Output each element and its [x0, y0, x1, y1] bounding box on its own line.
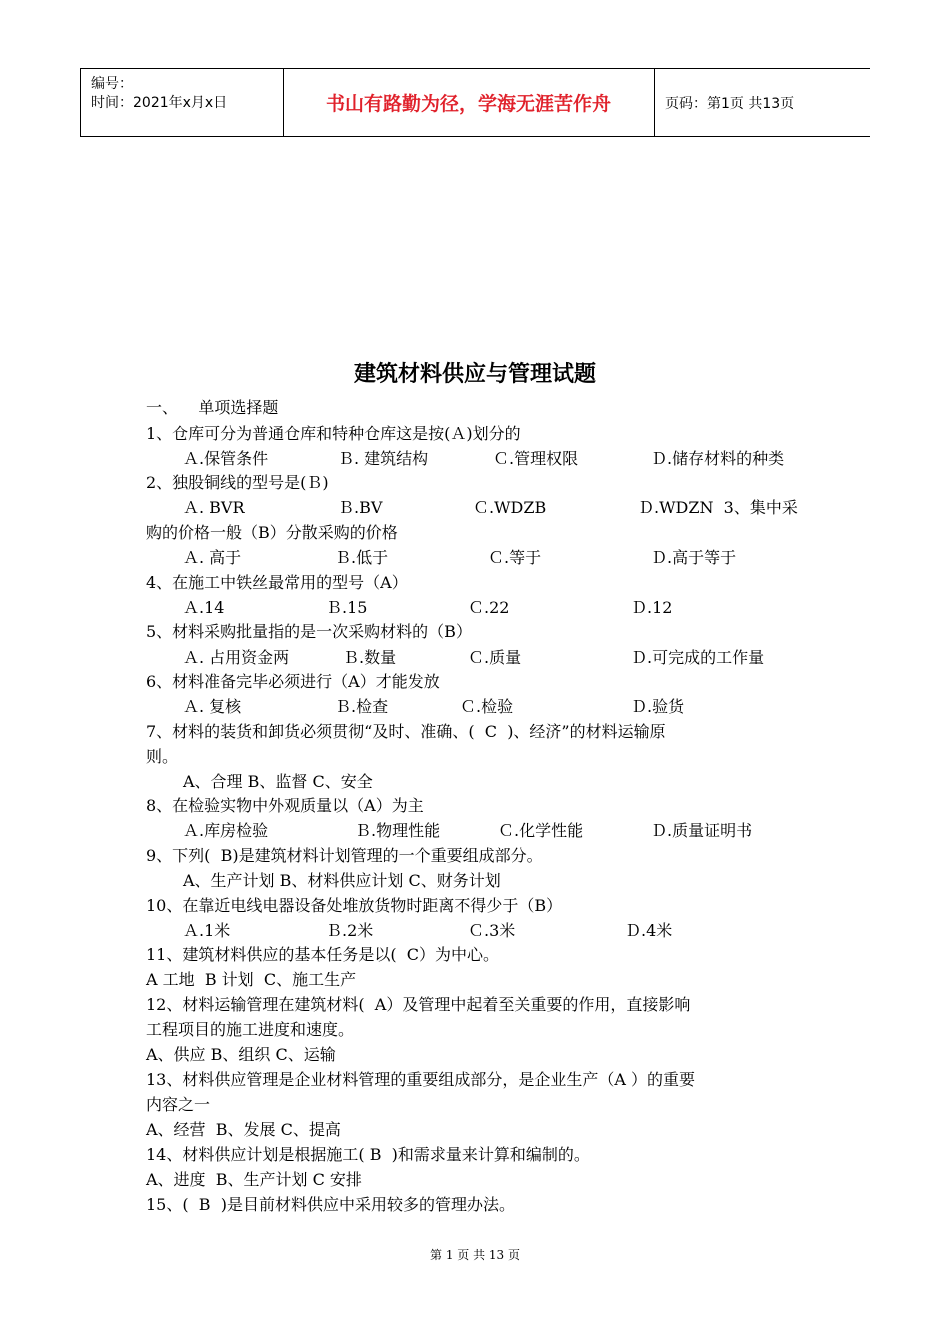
header-meta-cell: [80, 69, 284, 136]
question-13-cont: 内容之一: [146, 1095, 211, 1114]
question-9: 9、下列( B)是建筑材料计划管理的一个重要组成部分。: [146, 846, 543, 865]
question-11-options: A 工地 B 计划 C、施工生产: [146, 970, 357, 989]
question-8: 8、在检验实物中外观质量以（A）为主: [146, 796, 424, 815]
option-c: Ｃ.检验: [460, 697, 514, 716]
option-d: Ｄ.12: [631, 598, 673, 617]
question-12-cont: 工程项目的施工进度和速度。: [146, 1020, 355, 1039]
question-6: 6、材料准备完毕必须进行（A）才能发放: [146, 672, 440, 691]
question-13: 13、材料供应管理是企业材料管理的重要组成部分，是企业生产（A ）的重要: [146, 1070, 696, 1089]
option-d: Ｄ.高于等于: [651, 548, 737, 567]
question-14-options: A、进度 B、生产计划 C 安排: [146, 1170, 362, 1189]
question-7-cont: 则。: [146, 747, 179, 766]
motto: 书山有路勤为径，学海无涯苦作舟: [283, 69, 655, 136]
section-heading: 一、 单项选择题: [146, 398, 279, 417]
option-c: Ｃ.3米: [468, 921, 516, 940]
question-11: 11、建筑材料供应的基本任务是以( C）为中心。: [146, 945, 500, 964]
question-15: 15、( B )是目前材料供应中采用较多的管理办法。: [146, 1195, 515, 1214]
option-b: Ｂ.15: [326, 598, 368, 617]
option-b: Ｂ.物理性能: [355, 821, 441, 840]
question-14: 14、材料供应计划是根据施工( B )和需求量来计算和编制的。: [146, 1145, 590, 1164]
option-d: Ｄ.质量证明书: [651, 821, 753, 840]
question-3: 购的价格一般（B）分散采购的价格: [146, 523, 398, 542]
page-footer: 第 1 页 共 13 页: [430, 1248, 520, 1262]
option-a: Ａ.保管条件: [183, 449, 269, 468]
question-10: 10、在靠近电线电器设备处堆放货物时距离不得少于（B）: [146, 896, 563, 915]
option-a: Ａ. 复核: [183, 697, 242, 716]
option-a: Ａ. 高于: [183, 548, 242, 567]
option-a: Ａ. 占用资金两: [183, 648, 290, 667]
page-header: [80, 68, 870, 137]
option-c: Ｃ.WDZB: [473, 498, 547, 517]
option-c: Ｃ.等于: [488, 548, 542, 567]
question-7: 7、材料的装货和卸货必须贯彻“及时、准确、( C )、经济”的材料运输原: [146, 722, 666, 741]
question-12-options: A、供应 B、组织 C、运输: [146, 1045, 336, 1064]
option-c: Ｃ.质量: [468, 648, 522, 667]
question-12: 12、材料运输管理在建筑材料( A）及管理中起着至关重要的作用，直接影响: [146, 995, 691, 1014]
option-d: Ｄ.可完成的工作量: [631, 648, 765, 667]
time-label: 时间：2021年x月x日: [91, 95, 228, 111]
option-b: Ｂ. 建筑结构: [338, 449, 429, 468]
option-a: Ａ.14: [183, 598, 225, 617]
question-1: 1、仓库可分为普通仓库和特种仓库这是按(Ａ)划分的: [146, 424, 521, 443]
question-4: 4、在施工中铁丝最常用的型号（A）: [146, 573, 408, 592]
question-7-options: A、合理 B、监督 C、安全: [183, 772, 373, 791]
option-b: Ｂ.数量: [343, 648, 397, 667]
option-d: Ｄ.4米: [625, 921, 673, 940]
option-c: Ｃ.化学性能: [498, 821, 584, 840]
question-5: 5、材料采购批量指的是一次采购材料的（B）: [146, 622, 472, 641]
question-9-options: A、生产计划 B、材料供应计划 C、财务计划: [183, 871, 501, 890]
option-c: Ｃ.管理权限: [493, 449, 579, 468]
option-d: Ｄ.WDZN 3、集中采: [638, 498, 798, 517]
option-b: Ｂ.低于: [335, 548, 389, 567]
document-title: 建筑材料供应与管理试题: [353, 362, 596, 387]
option-d: Ｄ.储存材料的种类: [651, 449, 785, 468]
option-b: Ｂ.BV: [338, 498, 383, 517]
number-label: 编号：: [91, 76, 133, 92]
question-2: 2、独股铜线的型号是(Ｂ): [146, 473, 329, 492]
option-a: Ａ.1米: [183, 921, 231, 940]
option-b: Ｂ.2米: [326, 921, 374, 940]
question-13-options: A、经营 B、发展 C、提高: [146, 1120, 341, 1139]
option-a: Ａ. BVR: [183, 498, 245, 517]
option-a: Ａ.库房检验: [183, 821, 269, 840]
option-d: Ｄ.验货: [631, 697, 685, 716]
option-c: Ｃ.22: [468, 598, 510, 617]
page-info: 页码：第1页 共13页: [665, 95, 795, 112]
option-b: Ｂ.检查: [335, 697, 389, 716]
